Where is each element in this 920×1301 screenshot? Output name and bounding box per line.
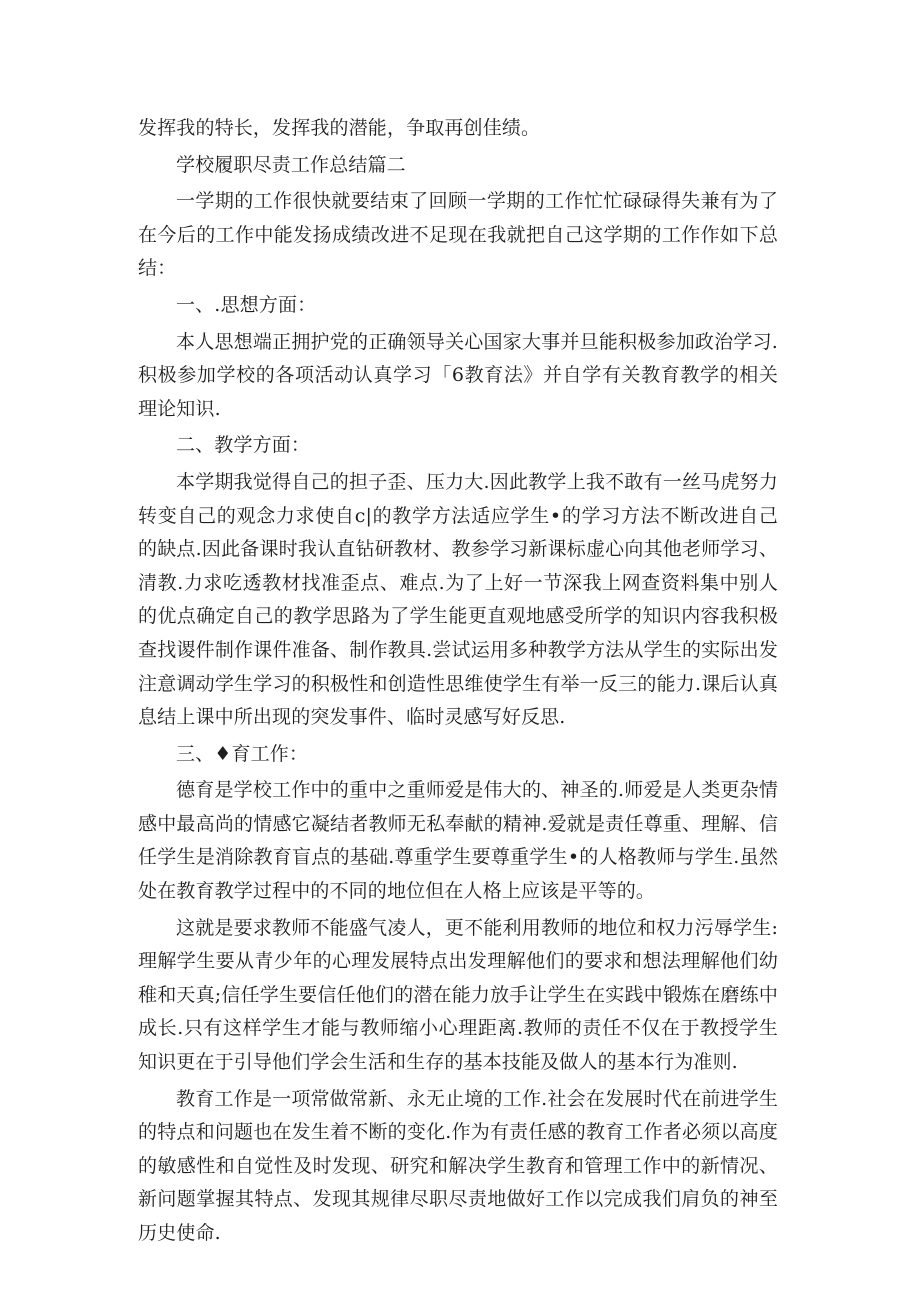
paragraph-ideology: 本人思想端正拥护党的正确领导关心国家大事并旦能积极参加政治学习.积极参加学校的各项活动认真学习「6教育法》并自学有关教育教学的相关理论知识. <box>138 330 778 420</box>
heading-teaching: 二、教学方面： <box>176 434 311 457</box>
section-title: 学校履职尽责工作总结篇二 <box>176 153 406 176</box>
paragraph-intro: 一学期的工作很快就要结束了回顾一学期的工作忙忙碌碌得失兼有为了在今后的工作中能发扬成绩改进不足现在我就把自己这学期的工作作如下总结： <box>138 190 778 280</box>
paragraph-closing-line: 发挥我的特长，发挥我的潜能，争取再创佳绩。 <box>138 117 541 139</box>
document-body <box>138 112 778 1251</box>
paragraph-conclusion: 教育工作是一项常做常新、永无止境的工作.社会在发展时代在前进学生的特点和问题也在发生着不断的变化.作为有责任感的教育工作者必须以高度的敏感性和自觉性及时发现、研究和解决学生教育和管理工作中的新情况、新问题掌握其特点、发现其规律尽职尽责地做好工作以完成我们肩负的神至历史使命. <box>138 1087 778 1244</box>
paragraph-moral-education: 德育是学校工作中的重中之重师爱是伟大的、神圣的.师爱是人类更杂情感中最高尚的情感它凝结者教师无私奉献的精神.爱就是责任尊重、理解、信任学生是消除教育盲点的基础.尊重学生要尊重学生•的人格教师与学生.虽然处在教育教学过程中的不同的地位但在人格上应该是平等的。 <box>138 779 778 903</box>
paragraph-teaching: 本学期我觉得自己的担子歪、压力大.因此教学上我不敢有一丝马虎努力转变自己的观念力求使自c|的教学方法适应学生•的学习方法不断改进自己的缺点.因此备课时我认直钻研教材、教参学习新课标虚心向其他老师学习、清教.力求吃透教材找准歪点、难点.为了上好一节深我上网查资料集中别人的优点确定自己的教学思路为了学生能更直观地感受所学的知识内容我积极查找谡件制作课件准备、制作教具.尝试运用多种教学方法从学生的实际出发注意调动学生学习的积极性和创造性思维使学生有举一反三的能力.课后认真息结上课中所出现的突发事件、临时灵感写好反思. <box>138 470 778 729</box>
paragraph-respect-students: 这就是要求教师不能盛气凌人，更不能利用教师的地位和权力污辱学生:理解学生要从青少年的心理发展特点出发理解他们的要求和想法理解他们幼稚和天真;信任学生要信任他们的潜在能力放手让学生在实践中锻炼在磨练中成长.只有这样学生才能与教师缩小心理距离.教师的责任不仅在于教授学生知识更在于引导他们学会生活和生存的基本技能及做人的基本行为准则. <box>138 916 778 1074</box>
heading-ideology: 一、.思想方面： <box>176 293 317 316</box>
heading-moral-education: 三、♦育工作： <box>176 742 309 765</box>
